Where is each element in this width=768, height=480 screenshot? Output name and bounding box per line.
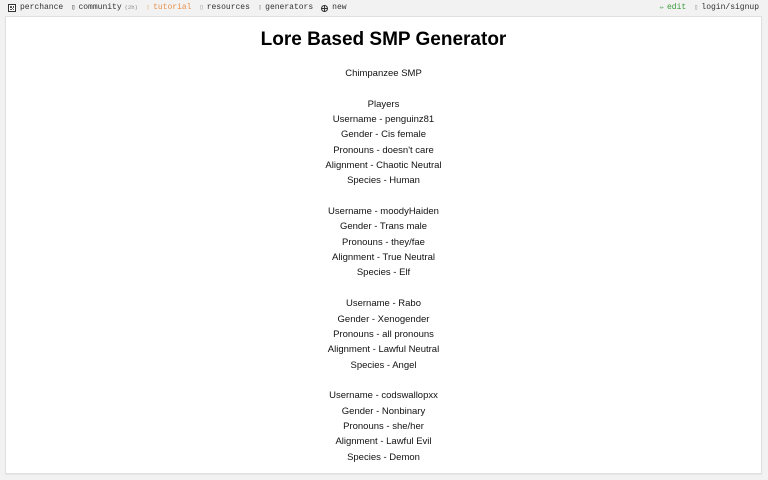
nav-generators-label: generators <box>265 3 314 12</box>
nav-edit-label: edit <box>666 3 687 12</box>
player-pronouns: Pronouns - all pronouns <box>333 328 434 340</box>
page-title: Lore Based SMP Generator <box>260 29 507 50</box>
folder-icon: ▯ <box>199 4 204 12</box>
player-entry <box>6 204 761 281</box>
generator-output <box>6 66 761 465</box>
players-heading: Players <box>367 98 400 110</box>
player-alignment: Alignment - True Neutral <box>332 252 435 264</box>
nav-tutorial[interactable] <box>146 0 192 16</box>
player-pronouns: Pronouns - she/her <box>343 420 424 432</box>
player-gender: Gender - Xenogender <box>337 313 430 325</box>
player-alignment: Alignment - Lawful Neutral <box>327 344 440 356</box>
player-pronouns: Pronouns - doesn't care <box>333 144 434 156</box>
player-username: Username - codswallopxx <box>329 390 438 402</box>
player-gender: Gender - Cis female <box>340 129 426 141</box>
nav-new-label: new <box>332 3 347 12</box>
nav-community[interactable] <box>71 0 138 16</box>
player-entry <box>6 296 761 373</box>
globe-icon <box>321 5 328 12</box>
spacer <box>6 373 761 388</box>
player-species: Species - Angel <box>350 359 417 371</box>
player-species: Species - Demon <box>347 451 420 463</box>
player-gender: Gender - Trans male <box>339 221 428 233</box>
player-gender: Gender - Nonbinary <box>341 405 426 417</box>
chat-icon: ▯ <box>71 4 76 12</box>
nav-resources-label: resources <box>206 3 250 12</box>
top-nav-bar <box>0 0 768 16</box>
player-username: Username - Rabo <box>346 298 421 310</box>
nav-perchance[interactable] <box>8 0 63 16</box>
nav-perchance-label: perchance <box>20 3 64 12</box>
user-icon: ▯ <box>694 4 699 12</box>
player-entry <box>6 112 761 189</box>
player-username: Username - penguinz81 <box>332 114 435 126</box>
player-pronouns: Pronouns - they/fae <box>342 236 425 248</box>
nav-resources[interactable] <box>199 0 249 16</box>
player-alignment: Alignment - Chaotic Neutral <box>325 160 442 172</box>
book-icon: ▯ <box>145 4 151 12</box>
nav-edit[interactable] <box>660 0 686 16</box>
player-species: Species - Elf <box>356 267 411 279</box>
grid-icon: ▯ <box>257 4 263 12</box>
nav-tutorial-label: tutorial <box>153 3 192 12</box>
spacer <box>6 81 761 96</box>
nav-new[interactable] <box>321 0 346 16</box>
server-name: Chimpanzee SMP <box>345 68 422 79</box>
spacer <box>6 281 761 296</box>
generator-page <box>5 16 762 474</box>
dice-icon <box>8 4 16 12</box>
pencil-icon: ✏ <box>659 4 664 12</box>
nav-login[interactable] <box>694 0 759 16</box>
nav-login-label: login/signup <box>701 3 759 12</box>
player-entry <box>6 388 761 465</box>
spacer <box>6 189 761 204</box>
top-nav-right <box>660 0 759 16</box>
community-count-badge: (2h) <box>124 4 138 11</box>
player-species: Species - Human <box>347 175 420 187</box>
nav-community-label: community <box>78 3 122 12</box>
nav-generators[interactable] <box>258 0 313 16</box>
top-nav-left <box>8 0 355 16</box>
player-username: Username - moodyHaiden <box>328 206 439 218</box>
player-alignment: Alignment - Lawful Evil <box>335 436 432 448</box>
